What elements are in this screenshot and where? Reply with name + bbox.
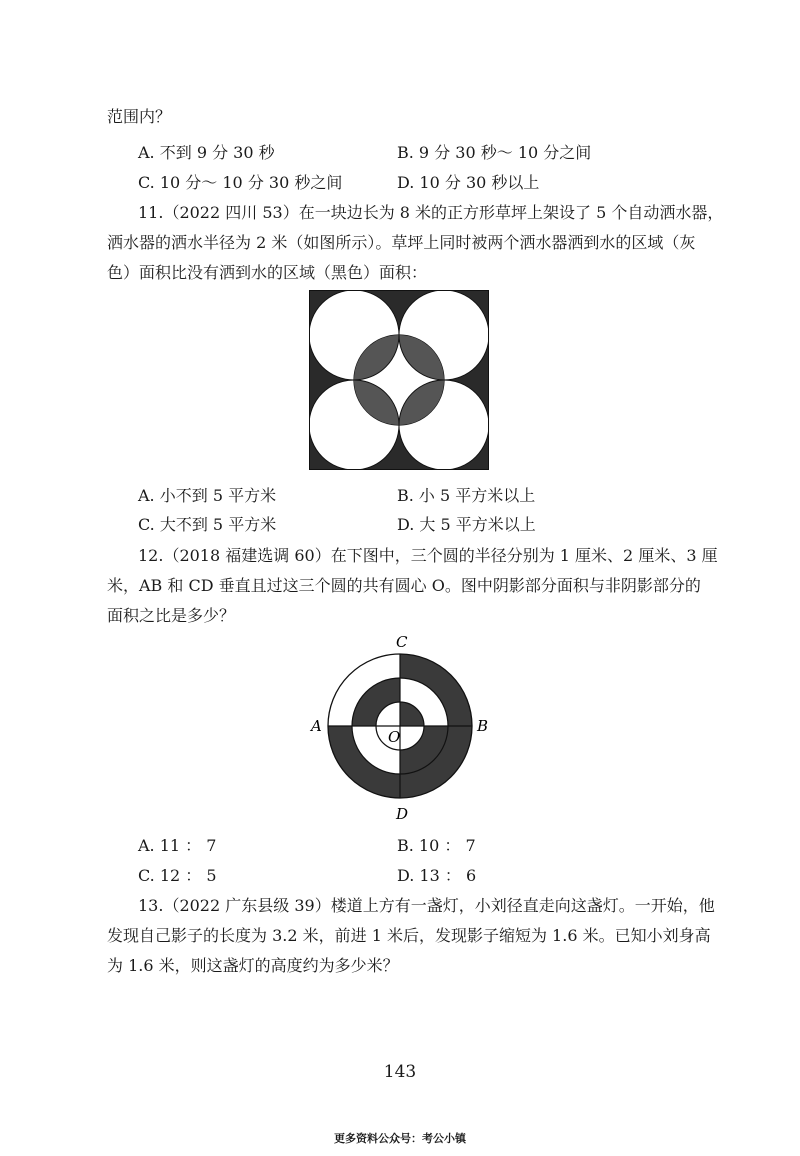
q13-stem-line2: 发现自己影子的长度为 3.2 米，前进 1 米后，发现影子缩短为 1.6 米。已知小刘身高: [107, 926, 711, 945]
label-a: A: [311, 717, 322, 735]
q12-option-b: B. 10 ： 7: [397, 836, 476, 855]
q11-stem-line2: 洒水器的洒水半径为 2 米（如图所示）。草坪上同时被两个洒水器洒到水的区域（灰: [107, 233, 696, 252]
q11-stem-line3: 色）面积比没有洒到水的区域（黑色）面积：: [107, 263, 428, 282]
q11-option-c: C. 大不到 5 平方米: [138, 515, 277, 534]
label-o: O: [388, 728, 401, 746]
q10-option-b: B. 9 分 30 秒～ 10 分之间: [397, 143, 592, 162]
q12-stem-line3: 面积之比是多少？: [107, 606, 236, 625]
q10-option-c: C. 10 分～ 10 分 30 秒之间: [138, 173, 343, 192]
q11-option-d: D. 大 5 平方米以上: [397, 515, 536, 534]
label-d: D: [396, 805, 409, 823]
q12-option-c: C. 12 ： 5: [138, 866, 217, 885]
q12-stem-line2: 米，AB 和 CD 垂直且过这三个圆的共有圆心 O。图中阴影部分面积与非阴影部分的: [107, 576, 701, 595]
q12-option-a: A. 11 ： 7: [138, 836, 217, 855]
q11-option-b: B. 小 5 平方米以上: [397, 486, 536, 505]
q11-option-a: A. 小不到 5 平方米: [138, 486, 277, 505]
label-b: B: [477, 717, 489, 735]
q12-option-d: D. 13 ： 6: [397, 866, 477, 885]
q13-stem-line3: 为 1.6 米，则这盏灯的高度约为多少米？: [107, 956, 399, 975]
page-number: 143: [383, 1062, 417, 1082]
concentric-circles-figure: [300, 628, 500, 824]
q12-stem-line1: 12.（2018 福建选调 60）在下图中，三个圆的半径分别为 1 厘米、2 厘米、3 厘: [138, 546, 718, 565]
q10-option-a: A. 不到 9 分 30 秒: [138, 143, 275, 162]
q10-option-d: D. 10 分 30 秒以上: [397, 173, 540, 192]
footer-promo: 更多资料公众号：考公小镇: [334, 1132, 466, 1145]
q13-stem-line1: 13.（2022 广东县级 39）楼道上方有一盏灯，小刘径直走向这盏灯。一开始，他: [138, 896, 715, 915]
label-c: C: [396, 633, 408, 651]
q11-stem-line1: 11.（2022 四川 53）在一块边长为 8 米的正方形草坪上架设了 5 个自动洒水器，: [138, 203, 724, 222]
sprinkler-figure: [309, 290, 489, 470]
q10-tail-text: 范围内？: [107, 107, 172, 126]
